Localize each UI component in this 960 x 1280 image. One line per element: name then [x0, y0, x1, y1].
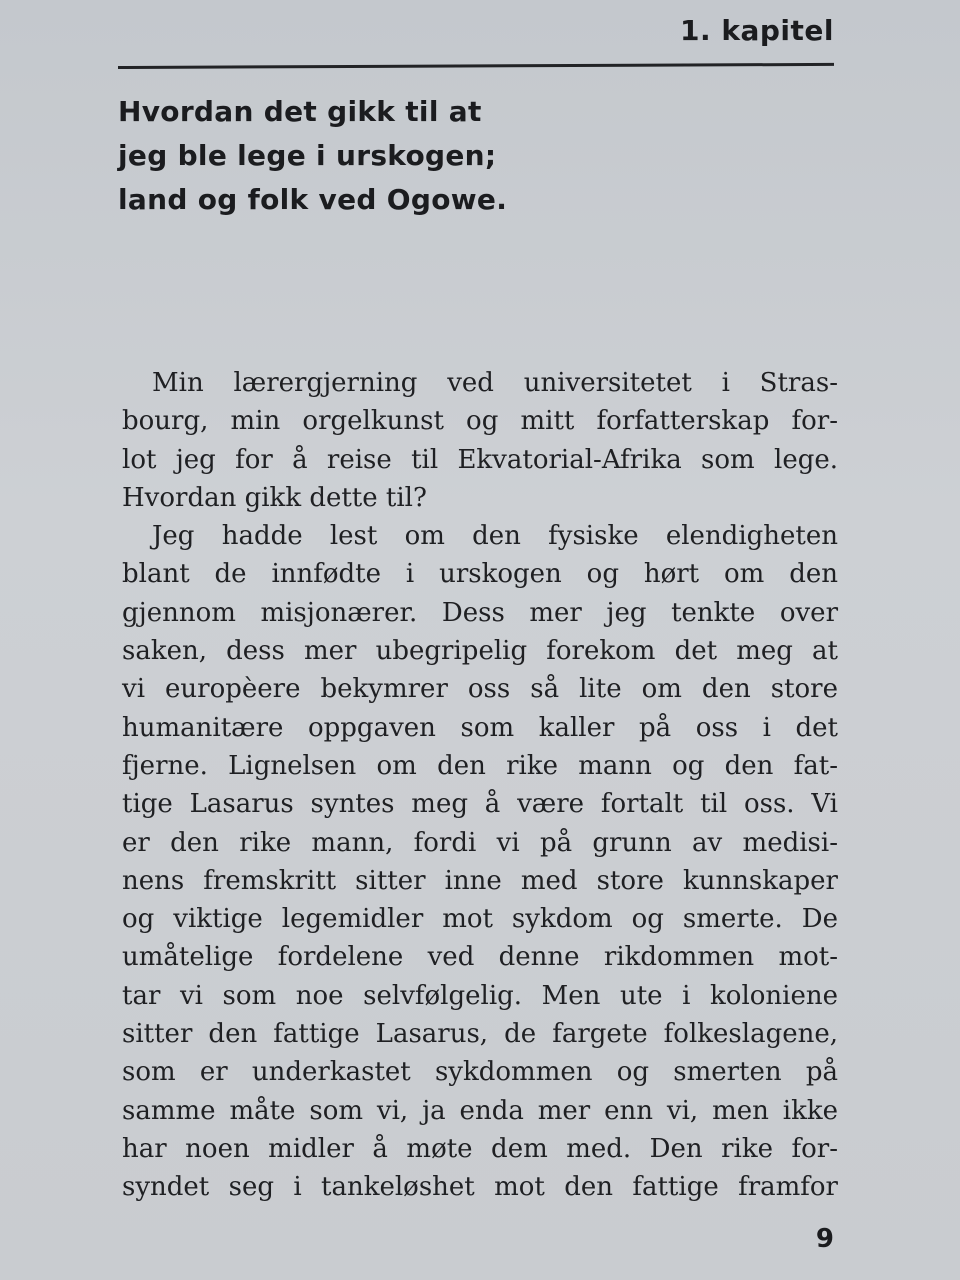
paragraph-line: gjennom misjonærer. Dess mer jeg tenkte over [122, 597, 838, 628]
chapter-title-line: jeg ble lege i urskogen; [118, 139, 497, 172]
paragraph-line: tar vi som noe selvfølgelig. Men ute i koloniene [122, 980, 838, 1011]
paragraph-line: er den rike mann, fordi vi på grunn av medisi- [122, 827, 838, 858]
paragraph-line: samme måte som vi, ja enda mer enn vi, men ikke [122, 1095, 838, 1126]
paragraph-line: og viktige legemidler mot sykdom og smerte. De [122, 904, 838, 935]
header-rule [118, 63, 834, 69]
paragraph-line: nens fremskritt sitter inne med store kunnskaper [122, 865, 838, 896]
paragraph-line: tige Lasarus syntes meg å være fortalt til oss. Vi [122, 789, 838, 820]
chapter-label: 1. kapitel [680, 14, 834, 47]
chapter-title-line: land og folk ved Ogowe. [118, 183, 508, 216]
paragraph-line: Hvordan gikk dette til? [122, 482, 427, 513]
paragraph-line: Jeg hadde lest om den fysiske elendigheten [152, 521, 838, 552]
paragraph-line: som er underkastet sykdommen og smerten på [122, 1057, 838, 1088]
paragraph-line: Min lærergjerning ved universitetet i Stras- [152, 368, 838, 398]
paragraph-line: umåtelige fordelene ved denne rikdommen mot- [122, 942, 838, 973]
paragraph-line: fjerne. Lignelsen om den rike mann og den fat- [122, 750, 838, 781]
paragraph-line: blant de innfødte i urskogen og hørt om den [122, 559, 838, 590]
paragraph-line: vi europèere bekymrer oss så lite om den store [122, 674, 838, 705]
paragraph-line: syndet seg i tankeløshet mot den fattige framfor [122, 1172, 838, 1203]
paragraph-line: bourg, min orgelkunst og mitt forfatterskap for- [122, 406, 838, 437]
chapter-title [118, 90, 538, 222]
body-text [122, 364, 838, 1207]
paragraph-line: sitter den fattige Lasarus, de fargete folkeslagene, [122, 1019, 838, 1050]
paragraph-line: har noen midler å møte dem med. Den rike for- [122, 1133, 838, 1164]
chapter-title-line: Hvordan det gikk til at [118, 95, 482, 128]
paragraph-line: lot jeg for å reise til Ekvatorial-Afrika som lege. [122, 444, 838, 475]
paragraph-line: humanitære oppgaven som kaller på oss i det [122, 712, 838, 743]
page-number: 9 [815, 1224, 834, 1254]
paragraph-line: saken, dess mer ubegripelig forekom det meg at [122, 636, 838, 667]
